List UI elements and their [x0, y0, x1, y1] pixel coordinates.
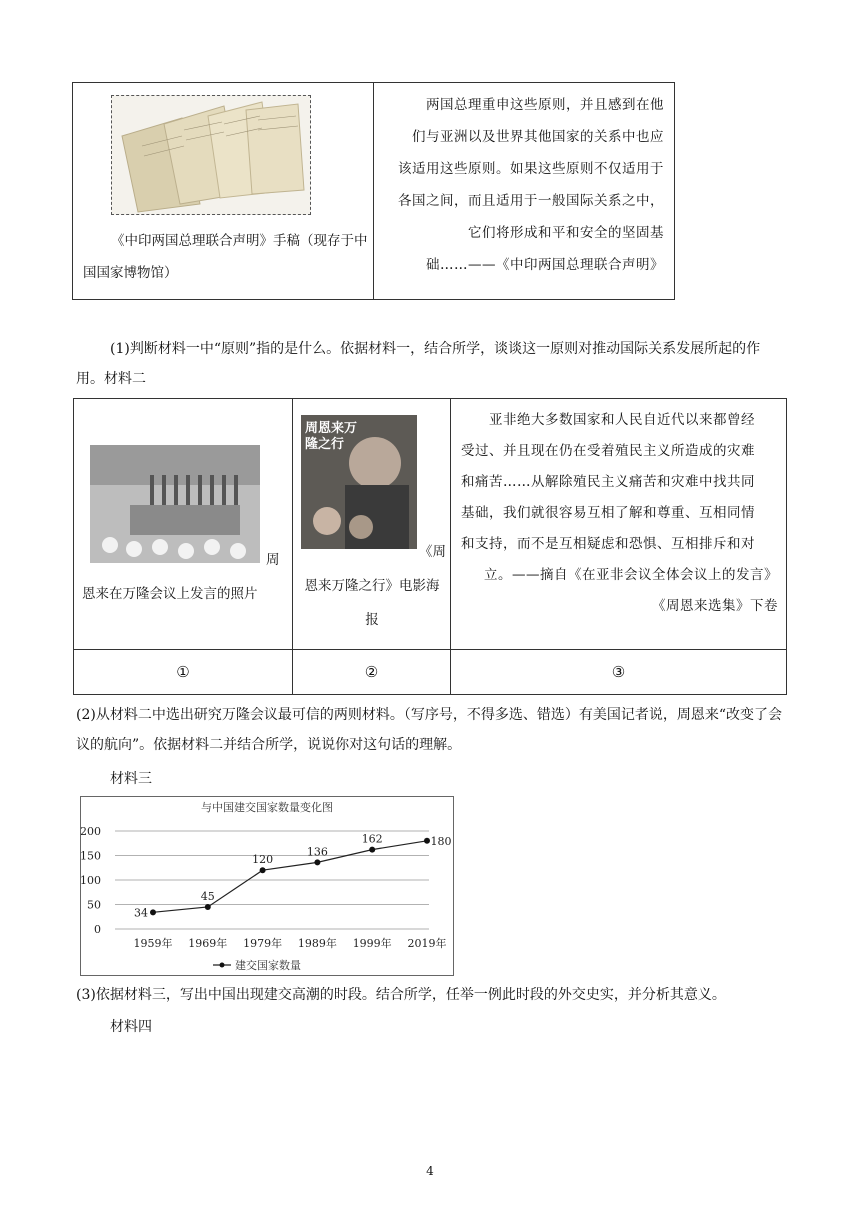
material2-quote-cell — [451, 399, 787, 650]
poster-caption: 《周恩来万隆之行》电影海报 — [304, 544, 446, 628]
material1-image-cell — [73, 83, 374, 300]
bandung-caption: 周恩来在万隆会议上发言的照片 — [82, 552, 280, 602]
y-tick-label: 150 — [81, 849, 101, 863]
manuscript-pages-image — [112, 96, 310, 214]
y-tick-label: 100 — [81, 874, 101, 887]
y-tick-label: 50 — [87, 898, 101, 912]
question-3: (3)依据材料三，写出中国出现建交高潮的时段。结合所学，任举一例此时段的外交史实，并分析其意义。 — [76, 987, 726, 1003]
legend-marker — [220, 963, 225, 968]
data-label: 120 — [252, 853, 274, 867]
data-label: 162 — [361, 832, 383, 846]
quote-line: 各国之间，而且适用于一般国际关系之中， — [398, 193, 664, 209]
data-label: 34 — [134, 906, 148, 920]
material4-label: 材料四 — [110, 1019, 152, 1035]
data-point — [150, 909, 156, 915]
quote-line: 和支持，而不是互相疑虑和恐惧、互相排斥和对 — [461, 536, 755, 552]
y-tick-label: 200 — [81, 825, 101, 838]
line-chart — [80, 796, 454, 976]
movie-poster — [301, 415, 417, 549]
page-number: 4 — [426, 1164, 434, 1178]
number-1: ① — [74, 650, 293, 695]
x-tick-label: 1999年 — [352, 937, 392, 950]
quote-line: 基础，我们就很容易互相了解和尊重、互相同情 — [461, 505, 755, 521]
material2-photo-cell — [74, 399, 293, 650]
quote-line: 础……——《中印两国总理联合声明》 — [426, 257, 664, 273]
data-label: 180 — [430, 834, 452, 848]
data-point — [205, 904, 211, 910]
quote-line: 和痛苦……从解除殖民主义痛苦和灾难中找共同 — [461, 474, 755, 490]
x-tick-label: 2019年 — [407, 937, 447, 950]
x-tick-label: 1989年 — [297, 937, 337, 950]
data-label: 136 — [306, 845, 328, 859]
poster-title: 周恩来万隆之行 — [305, 421, 358, 452]
material3-label: 材料三 — [110, 771, 152, 787]
material1-table — [72, 82, 675, 300]
data-point — [424, 838, 430, 844]
x-tick-label: 1979年 — [243, 937, 283, 950]
quote-line: 该适用这些原则。如果这些原则不仅适用于 — [398, 161, 664, 177]
number-3: ③ — [451, 650, 787, 695]
series-line — [153, 841, 427, 913]
material2-table — [73, 398, 787, 695]
quote-line: 们与亚洲以及世界其他国家的关系中也应 — [412, 129, 664, 145]
quote-line: 《周恩来选集》下卷 — [652, 598, 778, 614]
question-2: (2)从材料二中选出研究万隆会议最可信的两则材料。（写序号，不得多选、错选）有美国记者说，周恩来“改变了会议的航向”。依据材料二并结合所学，说说你对这句话的理解。 — [76, 707, 782, 753]
quote-line: 受过、并且现在仍在受着殖民主义所造成的灾难 — [461, 443, 755, 459]
data-point — [314, 859, 320, 865]
chart-svg — [81, 797, 453, 975]
x-tick-label: 1959年 — [133, 937, 173, 950]
material2-poster-cell — [293, 399, 451, 650]
manuscript-caption: 《中印两国总理联合声明》手稿（现存于中国国家博物馆） — [83, 233, 368, 281]
quote-line: 它们将形成和平和安全的坚固基 — [468, 225, 664, 241]
chart-title: 与中国建交国家数量变化图 — [201, 801, 333, 814]
quote-line: 立。——摘自《在亚非会议全体会议上的发言》 — [484, 567, 778, 583]
data-label: 45 — [200, 889, 215, 903]
quote-line: 两国总理重申这些原则，并且感到在他 — [426, 97, 664, 113]
number-2: ② — [293, 650, 451, 695]
y-tick-label: 0 — [94, 923, 101, 936]
material1-quote-cell — [374, 83, 675, 300]
data-point — [260, 867, 266, 873]
manuscript-photo — [111, 95, 311, 215]
question-1: (1)判断材料一中“原则”指的是什么。依据材料一，结合所学，谈谈这一原则对推动国际关系发展所起的作用。材料二 — [76, 341, 761, 387]
quote-line: 亚非绝大多数国家和人民自近代以来都曾经 — [489, 412, 755, 428]
data-point — [369, 847, 375, 853]
legend-label: 建交国家数量 — [235, 959, 301, 972]
x-tick-label: 1969年 — [188, 937, 228, 950]
